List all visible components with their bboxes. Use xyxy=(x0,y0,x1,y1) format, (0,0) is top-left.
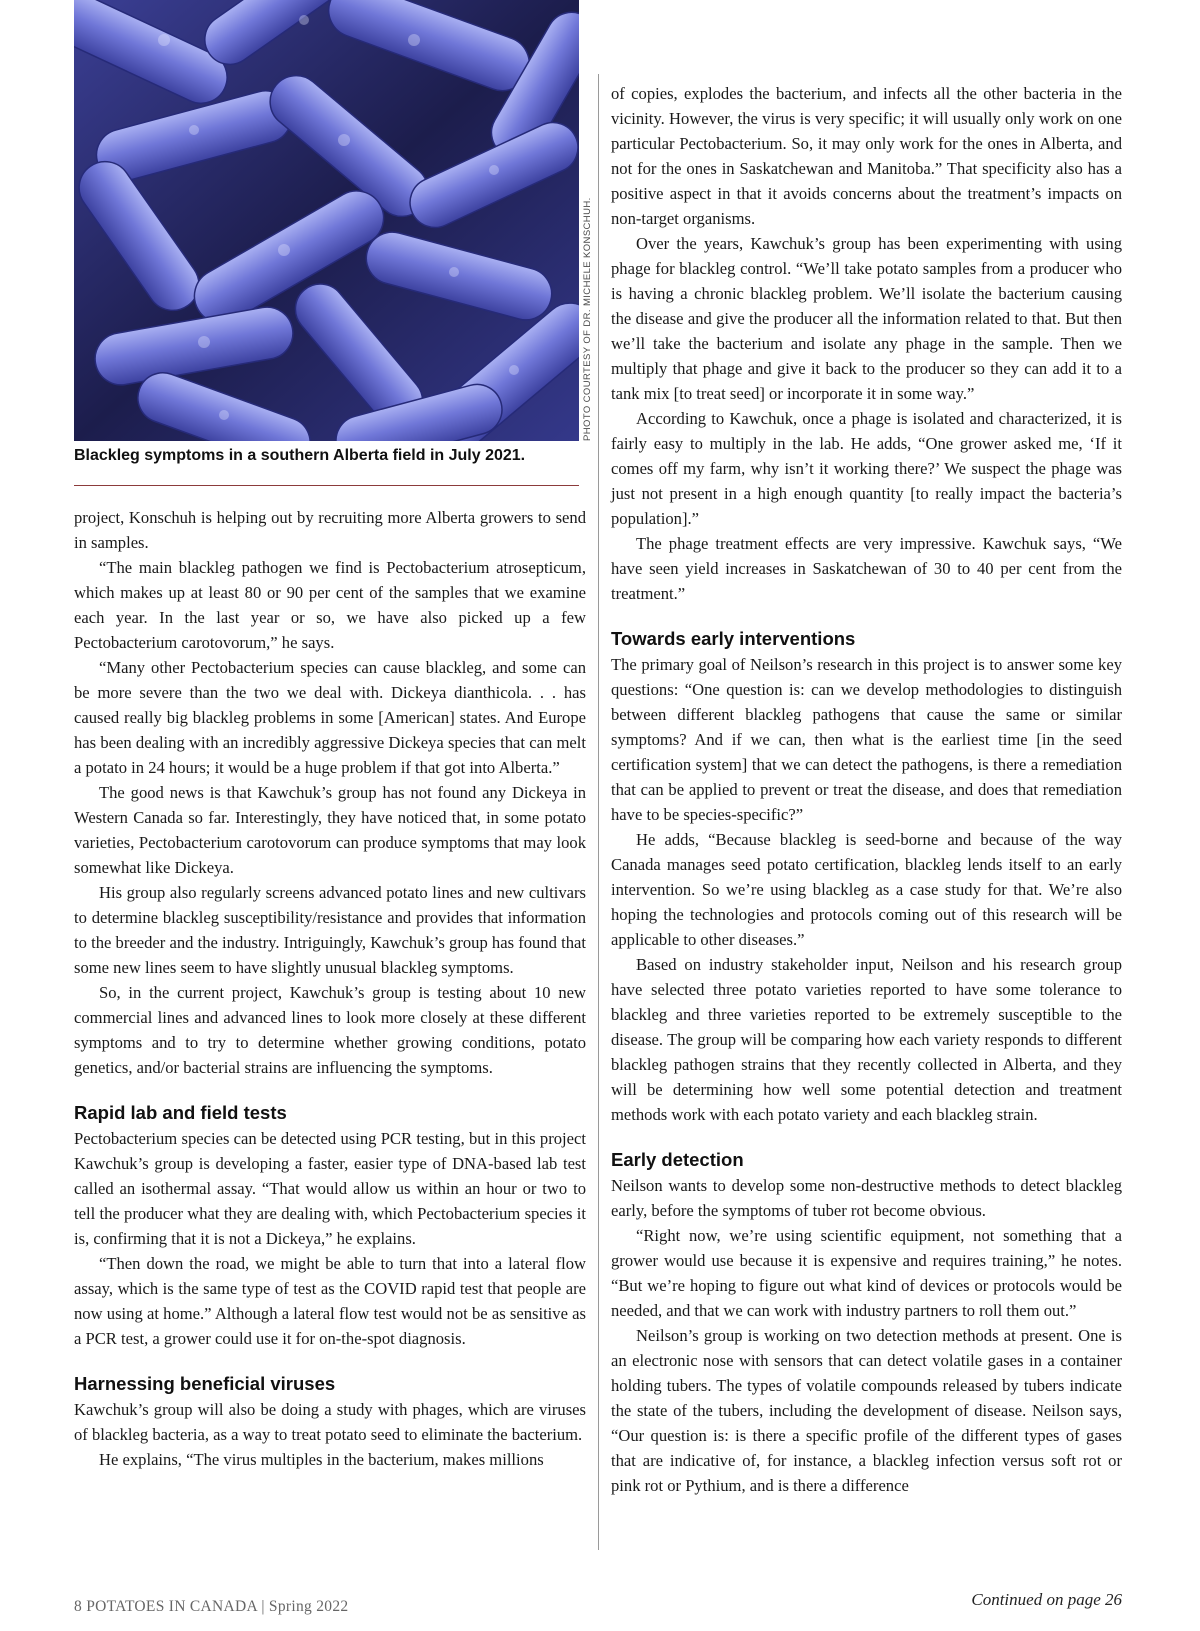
body-paragraph: Over the years, Kawchuk’s group has been experimenting with using phage for blackleg control. “We’ll take potato samples from a producer who is having a chronic blackleg problem. We’ll isolate the bacterium causing the disease and give the producer all the information related to that. But then we’ll take the bacterium and isolate any phage in the sample. Then we multiply that phage and give it back to the producer so they can add it to a tank mix [to treat seed] or incorporate it in some way.” xyxy=(611,234,1122,403)
body-paragraph: According to Kawchuk, once a phage is isolated and characterized, it is fairly easy to multiply in the lab. He adds, “One grower asked me, ‘If it comes off my farm, why isn’t it working there?’ We suspect the phage was just not present in a high enough quantity [to really impact the bacteria’s population].” xyxy=(611,409,1122,528)
photo-credit: PHOTO COURTESY OF DR. MICHELE KONSCHUH. xyxy=(582,197,593,441)
body-paragraph: The phage treatment effects are very impressive. Kawchuk says, “We have seen yield increases in Saskatchewan of 30 to 40 per cent from the treatment.” xyxy=(611,534,1122,603)
bacteria-photo xyxy=(74,0,579,441)
body-paragraph: Neilson’s group is working on two detection methods at present. One is an electronic nose with sensors that can detect volatile gases in a container holding tubers. The types of volatile compounds released by tubers indicate the state of the tubers, including the development of disease. Neilson says, “Our question is: is there a specific profile of the different types of gases that are indicative of, for instance, a blackleg infection versus soft rot or pink rot or Pythium, and is there a difference xyxy=(611,1326,1122,1495)
body-paragraph: He explains, “The virus multiples in the bacterium, makes millions xyxy=(99,1450,544,1469)
body-paragraph: of copies, explodes the bacterium, and infects all the other bacteria in the vicinity. However, the virus is very specific; it will usually only work on one particular Pectobacterium. So, it may only work for the ones in Alberta, and not for the ones in Saskatchewan and Manitoba.” That specificity also has a positive aspect in that it avoids concerns about the treatment’s impacts on non-target organisms. xyxy=(611,84,1122,228)
body-paragraph: The good news is that Kawchuk’s group has not found any Dickeya in Western Canada so far. Interestingly, they have noticed that, in some potato varieties, Pectobacterium carotovorum can produce symptoms that may look somewhat like Dickeya. xyxy=(74,783,586,877)
body-paragraph: “Then down the road, we might be able to turn that into a lateral flow assay, which is the same type of test as the COVID rapid test that people are now using at home.” Although a lateral flow test would not be as sensitive as a PCR test, a grower could use it for on-the-spot diagnosis. xyxy=(74,1254,586,1348)
body-paragraph: Based on industry stakeholder input, Neilson and his research group have selected three potato varieties reported to have some tolerance to blackleg and three varieties reported to be extremely susceptible to the disease. The group will be comparing how each variety responds to different blackleg pathogen strains that they recently collected in Alberta, and they will be determining how well some potential detection and treatment methods work with each potato variety and each blackleg strain. xyxy=(611,955,1122,1124)
photo-caption: Blackleg symptoms in a southern Alberta field in July 2021. xyxy=(74,447,526,464)
section-heading: Early detection xyxy=(611,1149,744,1170)
body-paragraph: His group also regularly screens advanced potato lines and new cultivars to determine blackleg susceptibility/resistance and provides that information to the breeder and the industry. Intriguingly, Kawchuk’s group has found that some new lines seem to have slightly unusual blackleg symptoms. xyxy=(74,883,586,977)
body-paragraph: Kawchuk’s group will also be doing a study with phages, which are viruses of blackleg bacteria, as a way to treat potato seed to eliminate the bacterium. xyxy=(74,1400,586,1444)
body-paragraph: Pectobacterium species can be detected using PCR testing, but in this project Kawchuk’s group is developing a faster, easier type of DNA-based lab test called an isothermal assay. “That would allow us within an hour or two to tell the producer what they are dealing with, which Pectobacterium species it is, confirming that it is not a Dickeya,” he explains. xyxy=(74,1129,586,1248)
body-paragraph: He adds, “Because blackleg is seed-borne and because of the way Canada manages seed potato certification, blackleg lends itself to an early intervention. So we’re using blackleg as a case study for that. We’re also hoping the technologies and protocols coming out of this research will be applicable to other diseases.” xyxy=(611,830,1122,949)
body-paragraph: “The main blackleg pathogen we find is Pectobacterium atrosepticum, which makes up at least 80 or 90 per cent of the samples that we examine each year. In the last year or so, we have also picked up a few Pectobacterium carotovorum,” he says. xyxy=(74,558,586,652)
column-divider xyxy=(598,74,599,1550)
body-paragraph: “Right now, we’re using scientific equipment, not something that a grower would use because it is expensive and requires training,” he notes. “But we’re hoping to figure out what kind of devices or protocols would be needed, and that we can work with industry partners to roll them out.” xyxy=(611,1226,1122,1320)
right-column xyxy=(611,81,1122,1498)
body-paragraph: “Many other Pectobacterium species can cause blackleg, and some can be more severe than the two we deal with. Dickeya dianthicola. . . has caused really big blackleg problems in some [American] states. And Europe has been dealing with an incredibly aggressive Dickeya species that can melt a potato in 24 hours; it would be a huge problem if that got into Alberta.” xyxy=(74,658,586,777)
body-paragraph: Neilson wants to develop some non-destructive methods to detect blackleg early, before the symptoms of tuber rot become obvious. xyxy=(611,1176,1122,1220)
caption-rule xyxy=(74,485,579,486)
continued-note: Continued on page 26 xyxy=(971,1590,1122,1609)
body-paragraph: So, in the current project, Kawchuk’s group is testing about 10 new commercial lines and advanced lines to look more closely at these different symptoms and to try to determine whether growing conditions, potato genetics, and/or bacterial strains are influencing the symptoms. xyxy=(74,983,586,1077)
section-heading: Rapid lab and field tests xyxy=(74,1102,287,1123)
section-heading: Harnessing beneficial viruses xyxy=(74,1373,336,1394)
body-paragraph: project, Konschuh is helping out by recruiting more Alberta growers to send in samples. xyxy=(74,508,586,552)
page-folio: 8 POTATOES IN CANADA | Spring 2022 xyxy=(74,1598,349,1615)
body-paragraph: The primary goal of Neilson’s research in this project is to answer some key questions: “One question is: can we develop methodologies to distinguish between different blackleg pathogens that cause the same or similar symptoms? And if we can, then what is the earliest time [in the seed certification system] that we can detect the pathogens, is there a remediation that can be applied to prevent or treat the disease, and does that remediation have to be species-specific?” xyxy=(611,655,1122,824)
left-column xyxy=(74,505,586,1472)
section-heading: Towards early interventions xyxy=(611,628,856,649)
